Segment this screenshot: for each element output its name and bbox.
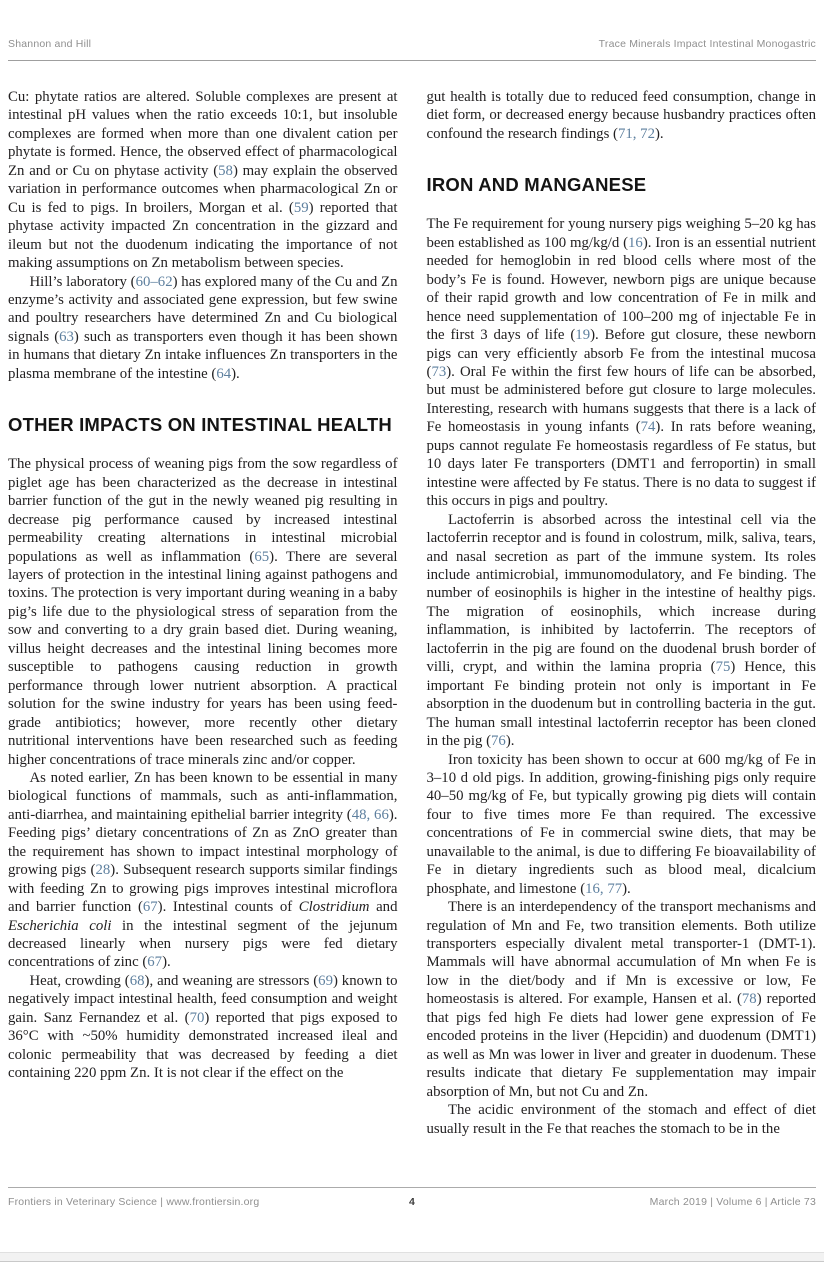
citation-ref[interactable]: 69 [318,972,333,989]
text-run: ). [231,365,240,382]
text-run: and [369,899,398,916]
citation-ref[interactable]: 65 [254,548,270,565]
paragraph [427,511,817,751]
text-run: Hill’s laboratory ( [29,273,136,290]
text-run: ). Before gut closure, these newborn pigs can very efficiently absorb Fe from the intestinal mucosa ( [426,327,816,380]
text-run: ). Subsequent research supports similar findings with feeding Zn to growing pigs improves intestinal microflora and barrier function ( [8,862,398,916]
citation-ref[interactable]: 16 [628,234,643,251]
section-heading: IRON AND MANGANESE [426,174,647,196]
text-run: Lactoferrin is absorbed across the intestinal cell via the lactoferrin receptor and is found in colostrum, milk, saliva, tears, and nasal secretion as part of the immune system. Its roles include antimicrobial, immunomodulatory, and Fe binding. The number of eosinophils is higher in the intestine of healthy pigs. The migration of eosinophils, which increase during inflammation, is inhibited by lactoferrin. The receptors of lactoferrin in the pig are found on the duodenal brush border of villi, crypt, and within the lamina propria ( [426,511,816,676]
paragraph [427,1101,817,1138]
text-run: ). Intestinal counts of [157,899,299,916]
citation-ref[interactable]: 67 [142,899,158,916]
italic-term: Clostridium [298,899,370,916]
citation-ref[interactable]: 19 [575,327,591,344]
citation-ref[interactable]: 60–62 [135,273,173,290]
paragraph [427,751,817,899]
text-run: ). Iron is an essential nutrient needed for hemoglobin in red blood cells where most of the body’s Fe is found. However, newborn pigs are unique because of their rapid growth and low concentration of Fe in milk and hence need supplementation of 100–200 mg of injectable Fe in the first 3 days of life ( [426,234,816,344]
text-run: ). [654,125,664,142]
text-run: ) reported that pigs exposed to 36°C with ~50% humidity demonstrated increased ileal and colonic permeability that was decreased by feeding a diet containing 220 ppm Zn. It is not clear if the effect on the [8,1009,398,1082]
citation-ref[interactable]: 59 [293,199,309,216]
citation-ref[interactable]: 71, 72 [617,125,655,142]
citation-ref[interactable]: 64 [216,365,232,382]
citation-ref[interactable]: 28 [95,862,111,879]
citation-ref[interactable]: 63 [59,328,74,345]
citation-ref[interactable]: 68 [129,972,145,989]
text-run: gut health is totally due to reduced feed consumption, change in diet form, or decreased energy because husbandry practices often confound the research findings ( [426,89,816,142]
text-run: ), and weaning are stressors ( [144,972,319,989]
paragraph [8,769,398,972]
text-run: ) Hence, this important Fe binding protein not only is important in Fe absorption in the duodenum but in controlling bacteria in the gut. The human small intestinal lactoferrin receptor has been cloned in the pig ( [426,659,816,750]
text-run: ) such as transporters even though it has been shown in humans that dietary Zn intake influences Zn transporters in the plasma membrane of the intestine ( [8,328,398,382]
text-run: The physical process of weaning pigs from the sow regardless of piglet age has been characterized as the decrease in intestinal barrier function of the gut in the newly weaned pig resulting in decrease pig performance caused by increased intestinal permeability creating alternations in intestinal microbial populations as well as inflammation ( [8,456,398,565]
text-run: in the intestinal segment of the jejunum decreased linearly when nursery pigs were fed dietary concentrations of zinc ( [8,917,398,971]
citation-ref[interactable]: 73 [431,363,447,380]
citation-ref[interactable]: 48, 66 [351,806,389,823]
column-left [8,88,398,1182]
citation-ref[interactable]: 74 [640,419,656,436]
text-run: ) reported that phytase activity impacted Zn concentration in the gizzard and ileum but not the duodenum indicating the importance of not making assumptions on Zn metabolism between species. [8,199,398,272]
citation-ref[interactable]: 75 [715,659,731,676]
article-body [8,88,816,1182]
text-run: ). There are several layers of protection in the intestinal lining against pathogens and toxins. The protection is very important during weaning in a baby pig’s life due to the physiological stress of separation from the sow and converting to a dry grain based diet. During weaning, villus height decreases and the intestinal lining becomes more susceptible to pathogens causing reduction in growth performance through lower nutrient absorption. A practical solution for the swine industry for years has been using feed-grade antibiotics; however, more recently other dietary nutritional interventions have been researched such as feeding higher concentrations of trace minerals zinc and/or copper. [8,548,398,768]
text-run: ). Oral Fe within the first few hours of life can be absorbed, but must be administered before gut closure to large molecules. Interesting, research with humans suggests that there is a lack of Fe homeostasis in young infants ( [426,363,816,436]
text-run: ) reported that pigs fed high Fe diets had lower gene expression of Fe encoded proteins in the liver (Hepcidin) and duodenum (DMT1) as well as Mn was lower in liver and greater in duodenum. These results indicate that dietary Fe supplementation may impair absorption of Mn, but not Cu and Zn. [426,991,816,1100]
text-run: ). [505,733,515,750]
header-rule [8,60,816,61]
text-run: The Fe requirement for young nursery pigs weighing 5–20 kg has been established as 100 mg/kg/d ( [426,216,816,251]
footer-journal-link[interactable]: Frontiers in Veterinary Science | www.frontiersin.org [8,1196,260,1208]
paragraph [427,898,817,1101]
text-run: Cu: phytate ratios are altered. Soluble complexes are present at intestinal pH values when the ratio exceeds 10:1, but insoluble complexes are formed when more than one divalent cation per phytate is formed. Hence, the observed effect of pharmacological Zn and or Cu on phytase activity ( [8,89,398,179]
page-bottom-bar [0,1252,824,1262]
citation-ref[interactable]: 67 [147,954,163,971]
text-run: ). [622,880,631,897]
footer-page-number: 4 [408,1196,416,1208]
text-run: ) may explain the observed variation in performance outcomes when pharmacological Zn or Cu is fed to pigs. In broilers, Morgan et al. ( [8,162,398,216]
section-heading: OTHER IMPACTS ON INTESTINAL HEALTH [8,414,392,436]
text-run: ). In rats before weaning, pups cannot regulate Fe homeostasis regardless of Fe status, but 10 days later Fe transporters (DMT1 and ferroportin) in small intestine were affected by Fe status. There is no data to suggest if this occurs in pigs and poultry. [426,419,816,510]
text-run: ). Feeding pigs’ dietary concentrations of Zn as ZnO greater than the requirement has shown to impact intestinal morphology of growing pigs ( [8,806,398,879]
paragraph [8,273,398,384]
paragraph [427,215,817,510]
paragraph [8,972,398,1083]
column-right [427,88,817,1182]
citation-ref[interactable]: 16, 77 [585,880,623,897]
italic-term: Escherichia coli [8,917,112,934]
text-run: As noted earlier, Zn has been known to be essential in many biological functions of mammals, such as anti-inflammation, anti-diarrhea, and maintaining epithelial barrier integrity ( [8,769,398,823]
text-run: ) has explored many of the Cu and Zn enzyme’s activity and associated gene expression, but few swine and poultry researchers have determined Zn and Cu biological signals ( [8,273,398,345]
page-footer [8,1196,816,1208]
citation-ref[interactable]: 70 [189,1009,205,1026]
text-run: ) known to negatively impact intestinal health, feed consumption and weight gain. Sanz Fernandez et al. ( [8,972,398,1026]
citation-ref[interactable]: 58 [218,162,233,179]
running-head-authors: Shannon and Hill [8,38,92,50]
footer-rule [8,1187,816,1188]
text-run: ). [162,954,171,971]
footer-issue-info: March 2019 | Volume 6 | Article 73 [649,1196,816,1208]
text-run: Iron toxicity has been shown to occur at 600 mg/kg of Fe in 3–10 d old pigs. In addition, growing-finishing pigs only require 40–50 mg/kg of Fe, but typically growing pig diets will contain four to five times more Fe than required. The excessive concentrations of Fe in commercial swine diets, that may be unavailable to the animal, is due to differing Fe bioavailability of Fe in dietary ingredients such as blood meal, dicalcium phosphate, and limestone ( [426,751,816,897]
text-run: The acidic environment of the stomach and effect of diet usually result in the Fe that reaches the stomach to be in the [426,1102,816,1137]
running-head-title: Trace Minerals Impact Intestinal Monogastric [598,38,816,50]
paragraph [8,88,398,273]
paragraph [427,88,817,143]
text-run: Heat, crowding ( [29,972,130,989]
running-head [8,38,816,50]
citation-ref[interactable]: 76 [491,733,506,750]
text-run: There is an interdependency of the transport mechanisms and regulation of Mn and Fe, two transition elements. Both utilize transporters especially divalent metal transporter-1 (DMT-1). Mammals will have abnormal accumulation of Mn when Fe is low in the diet/body and if Mn is excessive or low, Fe homeostasis is altered. For example, Hansen et al. ( [426,899,816,1008]
paragraph [8,455,398,769]
citation-ref[interactable]: 78 [741,991,757,1008]
